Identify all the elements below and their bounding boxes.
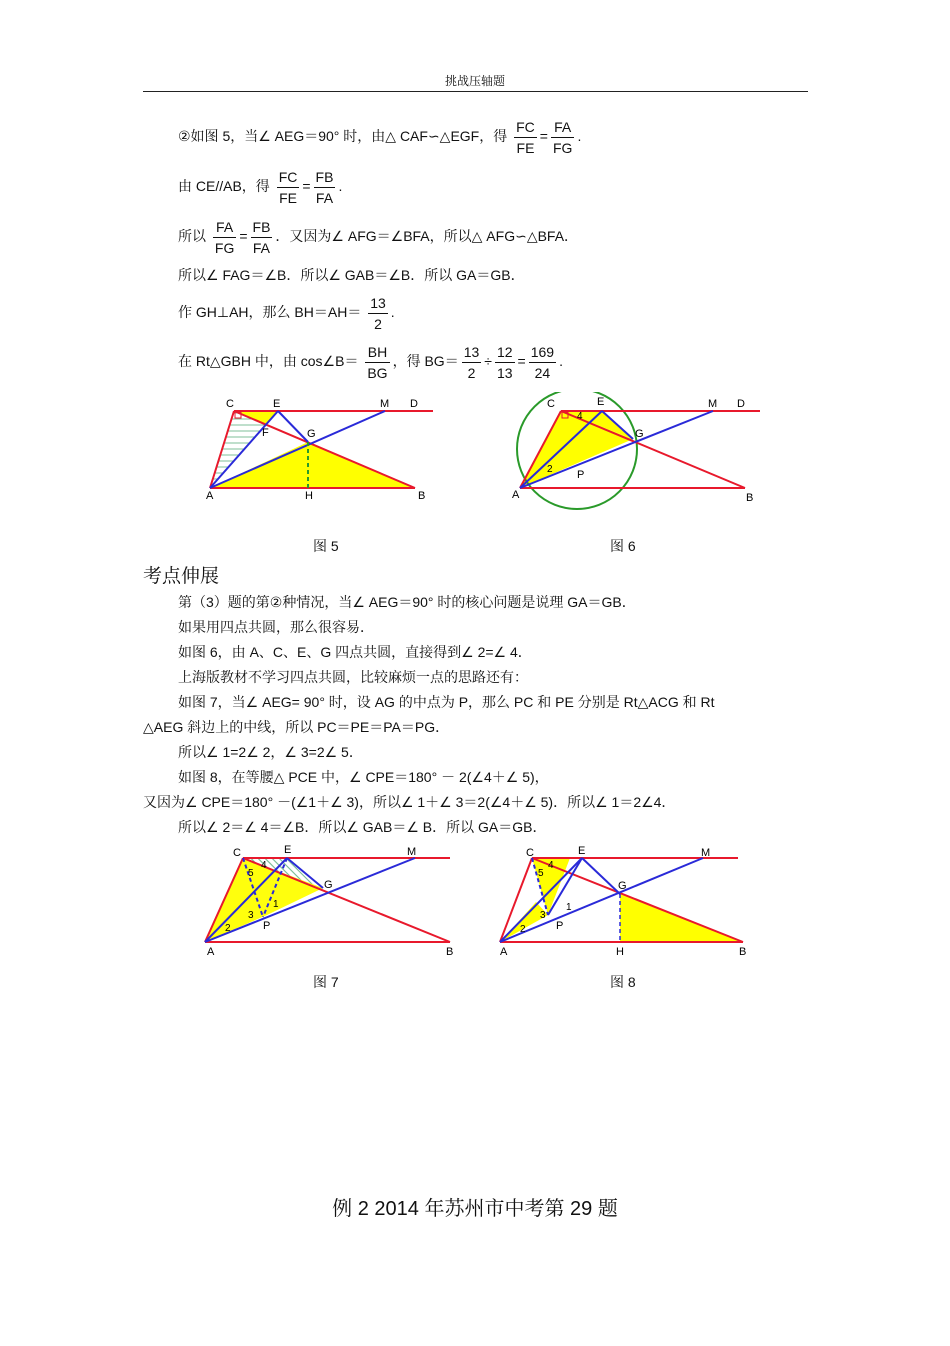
numerator: 13 [368, 293, 388, 314]
label-m: M [708, 398, 718, 410]
denominator: 13 [496, 365, 513, 381]
example-title: 例 2 2014 年苏州市中考第 29 题 [332, 1198, 618, 1220]
fraction-fb-fa [251, 217, 273, 258]
period: . [577, 128, 582, 145]
fraction-fa-fg [213, 217, 236, 258]
line-eg [582, 858, 620, 894]
fraction-13-2 [368, 293, 388, 334]
ext-paragraph-8: 又因为∠ CPE＝180° －(∠1＋∠ 3)，所以∠ 1＋∠ 3＝2(∠4＋∠ 5)．所以∠ 1＝2∠4． [143, 794, 676, 810]
label-d: D [410, 398, 418, 410]
numerator: 169 [529, 342, 556, 363]
proof-line-2-text: 由 CE//AB，得 [178, 178, 270, 195]
angle-4-label: 4 [577, 411, 583, 422]
angle-2-label: 2 [225, 923, 231, 934]
label-g: G [307, 428, 316, 440]
fraction-fc-fe [514, 117, 537, 158]
angle-3-label: 3 [540, 910, 546, 921]
label-m: M [701, 847, 711, 859]
label-b: B [446, 946, 454, 958]
ext-paragraph-4: 上海版教材不学习四点共圆，比较麻烦一点的思路还有： [178, 669, 528, 685]
label-p: P [556, 920, 564, 932]
label-a: A [500, 946, 508, 958]
equals-sign: = [517, 353, 526, 370]
angle-5-label: 5 [248, 868, 254, 879]
proof-line-3-text: 所以 [178, 228, 206, 245]
header-rule [143, 91, 808, 92]
numerator: 13 [462, 342, 482, 363]
ext-paragraph-9: 所以∠ 2＝∠ 4＝∠B．所以∠ GAB＝∠ B．所以 GA＝GB． [178, 819, 547, 835]
equals-sign: = [302, 178, 311, 195]
numerator: FA [551, 117, 574, 138]
label-m: M [380, 398, 390, 410]
label-c: C [526, 847, 534, 859]
ext-paragraph-5a: 如图 7，当∠ AEG= 90° 时，设 AG 的中点为 P，那么 PC 和 PE 分别是 Rt△ACG 和 Rt [178, 694, 715, 710]
numerator: FC [514, 117, 537, 138]
denominator: 2 [374, 316, 382, 332]
numerator: FB [314, 167, 336, 188]
angle-3-label: 3 [248, 910, 254, 921]
fraction-bh-bg [365, 342, 389, 383]
label-c: C [547, 398, 555, 410]
caption-figure-7: 图 7 [313, 974, 339, 990]
ext-paragraph-2: 如果用四点共圆，那么很容易． [178, 619, 374, 635]
denominator: FG [552, 140, 573, 156]
label-f: F [262, 427, 269, 439]
label-p: P [263, 920, 271, 932]
ext-paragraph-3: 如图 6，由 A、C、E、G 四点共圆，直接得到∠ 2=∠ 4． [178, 644, 532, 660]
section-title: 考点伸展 [143, 566, 220, 587]
label-p: P [577, 469, 585, 481]
figure-6 [505, 392, 765, 532]
label-h: H [616, 946, 624, 958]
ext-paragraph-1: 第（3）题的第②种情况，当∠ AEG＝90° 时的核心问题是说理 GA＝GB． [178, 594, 636, 610]
fraction-169-24 [529, 342, 556, 383]
divide-sign: ÷ [484, 353, 492, 370]
label-h: H [305, 490, 313, 502]
numerator: FB [251, 217, 273, 238]
denominator: FA [315, 190, 334, 206]
angle-4-label: 4 [548, 860, 554, 871]
label-e: E [273, 398, 281, 410]
numerator: FA [213, 217, 236, 238]
fraction-13-2 [462, 342, 482, 383]
label-e: E [597, 396, 605, 408]
proof-line-6 [178, 342, 563, 383]
proof-line-4: 所以∠ FAG＝∠B．所以∠ GAB＝∠B．所以 GA＝GB． [178, 267, 525, 283]
denominator: FE [279, 190, 297, 206]
proof-line-1-text: ②如图 5，当∠ AEG＝90° 时，由△ CAF∽△EGF，得 [178, 128, 508, 145]
label-a: A [512, 489, 520, 501]
angle-5-label: 5 [538, 868, 544, 879]
numerator: BH [365, 342, 389, 363]
fraction-fa-fg [551, 117, 574, 158]
label-g: G [618, 880, 627, 892]
angle-4-label: 4 [261, 860, 267, 871]
angle-2-label: 2 [520, 924, 526, 935]
line-eg [278, 411, 308, 442]
proof-line-2 [178, 167, 342, 208]
denominator: FE [516, 140, 535, 156]
fraction-fb-fa [314, 167, 336, 208]
fraction-fc-fe [277, 167, 300, 208]
label-a: A [206, 490, 214, 502]
equals-sign: = [539, 128, 548, 145]
denominator: 24 [534, 365, 551, 381]
period: . [390, 304, 395, 321]
label-g: G [324, 879, 333, 891]
period: . [338, 178, 343, 195]
label-e: E [284, 844, 292, 856]
figure-7 [195, 842, 460, 962]
angle-1-label: 1 [273, 899, 279, 910]
denominator: FA [252, 240, 271, 256]
numerator: 12 [495, 342, 515, 363]
figure-5 [195, 392, 445, 507]
angle-2-label: 2 [547, 464, 553, 475]
label-m: M [407, 846, 417, 858]
caption-figure-5: 图 5 [313, 538, 339, 554]
label-b: B [746, 492, 754, 504]
equals-sign: = [239, 228, 248, 245]
figure-8 [490, 842, 755, 962]
proof-line-3-rest: ．又因为∠ AFG＝∠BFA，所以△ AFG∽△BFA． [275, 228, 579, 245]
denominator: 2 [467, 365, 476, 381]
proof-line-6-text: 在 Rt△GBH 中，由 cos∠B＝ [178, 353, 359, 370]
label-g: G [635, 428, 644, 440]
label-a: A [207, 946, 215, 958]
label-c: C [233, 847, 241, 859]
header-title: 挑战压轴题 [444, 74, 505, 88]
proof-line-5 [178, 293, 395, 334]
proof-line-3 [178, 217, 578, 258]
denominator: BG [367, 365, 388, 381]
period: . [559, 353, 563, 370]
numerator: FC [277, 167, 300, 188]
label-d: D [737, 398, 745, 410]
proof-line-5-text: 作 GH⊥AH，那么 BH＝AH＝ [178, 304, 362, 321]
ext-paragraph-5b: △AEG 斜边上的中线，所以 PC＝PE＝PA＝PG． [143, 719, 450, 735]
label-b: B [739, 946, 747, 958]
caption-figure-6: 图 6 [610, 538, 636, 554]
proof-line-1 [178, 117, 581, 158]
ext-paragraph-7: 如图 8，在等腰△ PCE 中，∠ CPE＝180° － 2(∠4＋∠ 5)， [178, 769, 549, 785]
label-b: B [418, 490, 426, 502]
ext-paragraph-6: 所以∠ 1=2∠ 2，∠ 3=2∠ 5． [178, 744, 363, 760]
proof-line-6-mid: ，得 BG＝ [392, 353, 459, 370]
fraction-12-13 [495, 342, 515, 383]
label-c: C [226, 398, 234, 410]
angle-1-label: 1 [566, 902, 572, 913]
label-e: E [578, 845, 586, 857]
caption-figure-8: 图 8 [610, 974, 636, 990]
denominator: FG [214, 240, 235, 256]
